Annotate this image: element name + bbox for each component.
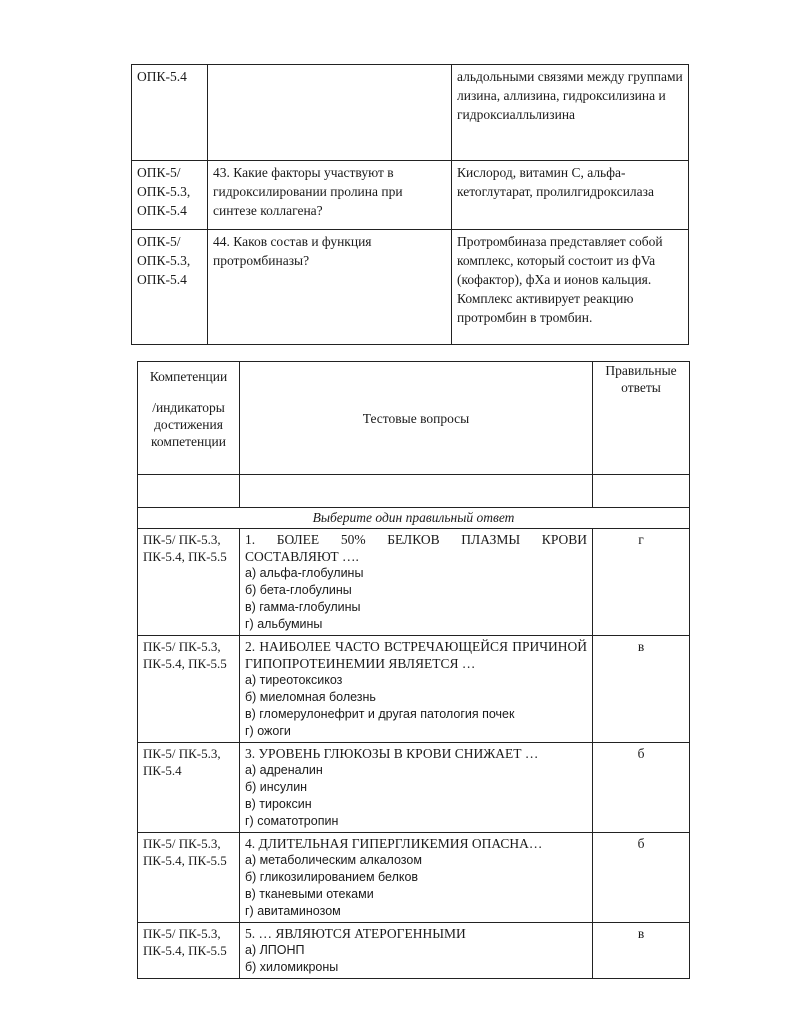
table-row [132,65,689,161]
competence-cell: ОПК-5/ ОПК-5.3, ОПК-5.4 [132,161,208,230]
option: г) ожоги [245,724,291,738]
header-competence-title: Компетенции [149,369,228,384]
answer-cell: в [593,636,690,743]
question-cell [240,529,593,636]
answer-cell: альдольными связями между группами лизина, аллизина, гидроксилизина и гидроксиалльлизина [452,65,689,161]
answer-cell: в [593,923,690,979]
option: а) ЛПОНП [245,943,305,957]
competence-cell: ПК-5/ ПК-5.3, ПК-5.4, ПК-5.5 [138,923,240,979]
question-cell [240,636,593,743]
option: а) адреналин [245,763,323,777]
table-row [138,833,690,923]
competence-cell: ПК-5/ ПК-5.3, ПК-5.4, ПК-5.5 [138,529,240,636]
header-competence-subtitle: /индикаторы достижения компетенции [151,400,226,449]
option: в) тироксин [245,797,312,811]
competence-cell: ПК-5/ ПК-5.3, ПК-5.4, ПК-5.5 [138,833,240,923]
test-questions-table [137,361,690,979]
table-row [138,743,690,833]
question-cell [208,65,452,161]
question-cell [240,743,593,833]
option: в) тканевыми отеками [245,887,374,901]
question-text: 1. БОЛЕЕ 50% БЕЛКОВ ПЛАЗМЫ КРОВИ СОСТАВЛЯЮТ …. [245,532,587,564]
header-answers: Правильные ответы [593,362,690,475]
option: в) гломерулонефрит и другая патология почек [245,707,515,721]
table-row [138,923,690,979]
answer-cell: Кислород, витамин С, альфа-кетоглутарат, пролилгидроксилаза [452,161,689,230]
option: а) альфа-глобулины [245,566,364,580]
question-text: 3. УРОВЕНЬ ГЛЮКОЗЫ В КРОВИ СНИЖАЕТ … [245,746,539,761]
option: а) метаболическим алкалозом [245,853,422,867]
question-cell [240,833,593,923]
question-text: 5. … ЯВЛЯЮТСЯ АТЕРОГЕННЫМИ [245,926,466,941]
header-questions: Тестовые вопросы [240,362,593,475]
table-row [132,161,689,230]
option: б) гликозилированием белков [245,870,419,884]
option: а) тиреотоксикоз [245,673,343,687]
answer-cell: г [593,529,690,636]
empty-row [138,475,690,508]
question-text: 4. ДЛИТЕЛЬНАЯ ГИПЕРГЛИКЕМИЯ ОПАСНА… [245,836,543,851]
option: г) соматотропин [245,814,339,828]
answer-cell: Протромбиназа представляет собой комплекс, который состоит из фVa (кофактор), фХа и ионов кальция. Комплекс активирует реакцию протромбин в тромбин. [452,230,689,345]
table-row [132,230,689,345]
section-row [138,508,690,529]
open-questions-table [131,64,689,345]
question-text: 2. НАИБОЛЕЕ ЧАСТО ВСТРЕЧАЮЩЕЙСЯ ПРИЧИНОЙ ГИПОПРОТЕИНЕМИИ ЯВЛЯЕТСЯ … [245,639,587,671]
header-competence [138,362,240,475]
section-title: Выберите один правильный ответ [138,508,690,529]
option: б) хиломикроны [245,960,339,974]
table-row [138,636,690,743]
option: в) гамма-глобулины [245,600,361,614]
competence-cell: ПК-5/ ПК-5.3, ПК-5.4, ПК-5.5 [138,636,240,743]
option: б) бета-глобулины [245,583,352,597]
competence-cell: ОПК-5.4 [132,65,208,161]
table-header-row [138,362,690,475]
option: б) инсулин [245,780,308,794]
question-cell [240,923,593,979]
question-cell: 43. Какие факторы участвуют в гидроксилировании пролина при синтезе коллагена? [208,161,452,230]
option: б) миеломная болезнь [245,690,376,704]
answer-cell: б [593,833,690,923]
table-row [138,529,690,636]
option: г) альбумины [245,617,323,631]
competence-cell: ПК-5/ ПК-5.3, ПК-5.4 [138,743,240,833]
option: г) авитаминозом [245,904,341,918]
competence-cell: ОПК-5/ ОПК-5.3, ОПК-5.4 [132,230,208,345]
answer-cell: б [593,743,690,833]
question-cell: 44. Каков состав и функция протромбиназы? [208,230,452,345]
